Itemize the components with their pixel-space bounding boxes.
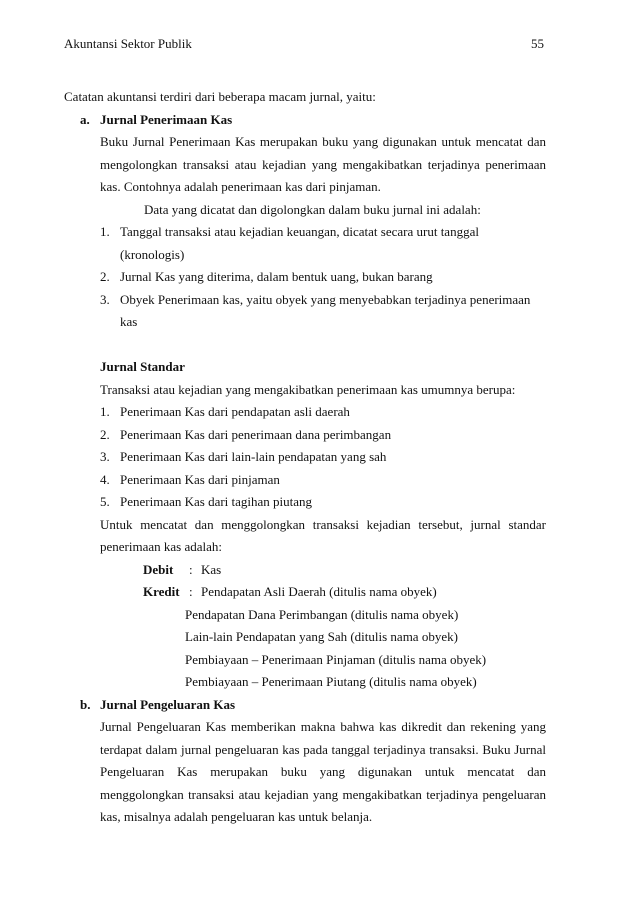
section-a-letter: a. <box>80 111 90 127</box>
paragraph-line: kas. Contohnya adalah penerimaan kas dari pinjaman. <box>100 179 381 194</box>
list-number: 1. <box>100 224 110 239</box>
intro-text: Catatan akuntansi terdiri dari beberapa macam jurnal, yaitu: <box>64 89 376 104</box>
page-number: 55 <box>531 36 544 51</box>
list-item <box>100 401 546 424</box>
jurnal-standar-intro: Transaksi atau kejadian yang mengakibatkan penerimaan kas umumnya berupa: <box>100 381 516 397</box>
list-text: Penerimaan Kas dari pinjaman <box>120 471 280 487</box>
list-text: Jurnal Kas yang diterima, dalam bentuk uang, bukan barang <box>120 269 433 284</box>
list-item <box>100 221 546 266</box>
page-content <box>64 86 546 829</box>
paragraph-line: Jurnal Pengeluaran Kas memberikan makna bahwa kas dikredit dan rekening yang <box>100 719 546 734</box>
list-text: Tanggal transaksi atau kejadian keuangan, dicatat secara urut tanggal (kronologis) <box>120 224 479 262</box>
paragraph-line: mengolongkan transaksi atau kejadian yang mengakibatkan terjadinya penerimaan <box>100 156 546 172</box>
list-item <box>100 491 546 514</box>
paragraph-line: kas, misalnya adalah pengeluaran kas untuk belanja. <box>100 809 373 824</box>
list-number: 3. <box>100 449 110 464</box>
section-b-heading <box>80 694 546 717</box>
debit-colon: : <box>189 561 193 577</box>
kredit-entry: Pembiayaan – Penerimaan Pinjaman (ditulis nama obyek) <box>185 651 487 667</box>
list-text: Penerimaan Kas dari pendapatan asli daerah <box>120 404 350 419</box>
section-a-title: Jurnal Penerimaan Kas <box>100 111 233 127</box>
page-header <box>64 36 544 52</box>
kredit-entry: Pembiayaan – Penerimaan Piutang (ditulis nama obyek) <box>185 674 477 689</box>
kredit-colon: : <box>189 584 193 599</box>
list-item <box>100 424 546 447</box>
data-intro: Data yang dicatat dan digolongkan dalam buku jurnal ini adalah: <box>144 201 481 217</box>
list-item <box>100 446 546 469</box>
section-b-title: Jurnal Pengeluaran Kas <box>100 696 236 712</box>
list-number: 4. <box>100 471 110 487</box>
paragraph-line: terdapat dalam jurnal pengeluaran kas pada tanggal terjadinya transaksi. Buku Jurnal <box>100 741 546 757</box>
header-title: Akuntansi Sektor Publik <box>64 36 192 51</box>
list-item <box>100 289 546 334</box>
jurnal-standar-title: Jurnal Standar <box>100 359 185 374</box>
section-b-paragraph <box>100 716 546 829</box>
kredit-entry: Pendapatan Dana Perimbangan (ditulis nama obyek) <box>185 606 459 622</box>
kredit-label: Kredit <box>143 584 180 599</box>
section-a-paragraph <box>100 131 546 199</box>
paragraph-line: penerimaan kas adalah: <box>100 539 222 554</box>
kredit-entry: Pendapatan Asli Daerah (ditulis nama obyek) <box>201 584 437 599</box>
paragraph-line: Pengeluaran Kas merupakan buku yang digunakan untuk mencatat dan <box>100 764 546 779</box>
paragraph-line: Untuk mencatat dan menggolongkan transaksi kejadian tersebut, jurnal standar <box>100 516 546 532</box>
list-text: Obyek Penerimaan kas, yaitu obyek yang menyebabkan terjadinya penerimaan kas <box>120 291 531 329</box>
list-number: 1. <box>100 404 110 419</box>
list-number: 2. <box>100 269 110 284</box>
list-text: Penerimaan Kas dari tagihan piutang <box>120 494 313 509</box>
debit-value: Kas <box>201 561 222 577</box>
paragraph-line: menggolongkan transaksi atau kejadian yang mengakibatkan terjadinya pengeluaran <box>100 786 546 802</box>
list-text: Penerimaan Kas dari lain-lain pendapatan yang sah <box>120 449 387 464</box>
kredit-row <box>143 581 546 604</box>
spacer <box>64 334 546 357</box>
debit-row <box>143 559 546 582</box>
debit-label: Debit <box>143 561 174 577</box>
jurnal-standar-closing <box>100 514 546 559</box>
paragraph-line: Buku Jurnal Penerimaan Kas merupakan buku yang digunakan untuk mencatat dan <box>100 134 546 149</box>
list-item <box>100 266 546 289</box>
list-text: Penerimaan Kas dari penerimaan dana perimbangan <box>120 426 392 442</box>
section-b-letter: b. <box>80 696 91 712</box>
list-number: 3. <box>100 291 110 307</box>
list-number: 5. <box>100 494 110 509</box>
section-a-heading <box>80 109 546 132</box>
list-number: 2. <box>100 426 110 442</box>
kredit-entry: Lain-lain Pendapatan yang Sah (ditulis nama obyek) <box>185 629 458 644</box>
list-item <box>100 469 546 492</box>
